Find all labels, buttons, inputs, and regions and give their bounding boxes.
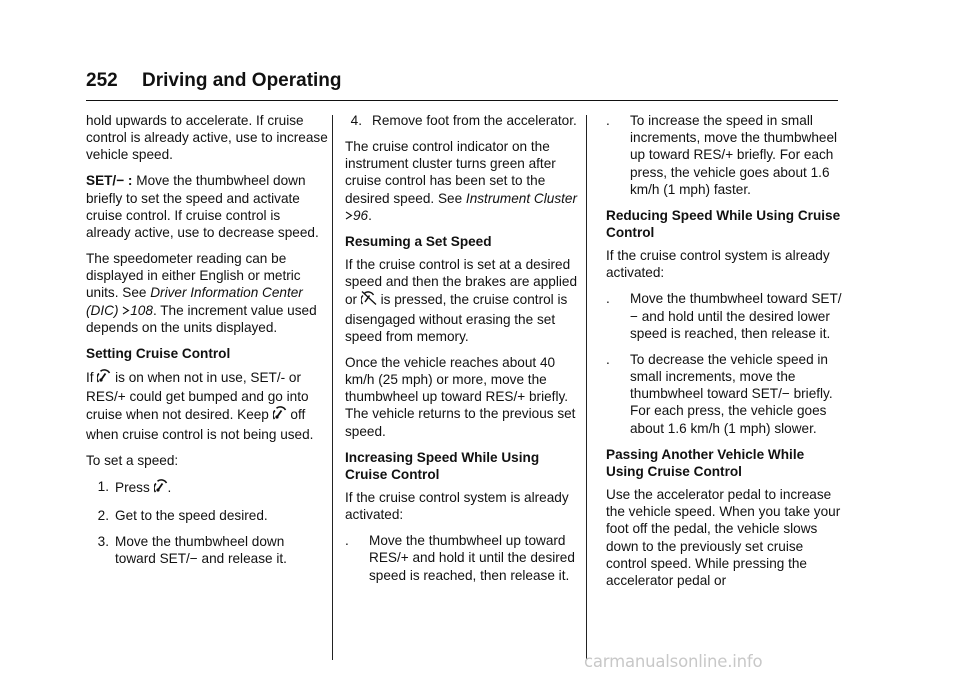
bullet-item-increase-small: . To increase the speed in small increments, move the thumbwheel up toward RES/+ briefly. For each press, the vehicle goes about 1.6 km/h (1 mph) faster. <box>606 113 838 197</box>
paragraph-reducing-intro: If the cruise control system is already activated: <box>606 248 830 281</box>
cruise-control-icon <box>154 478 168 498</box>
paragraph-resuming: If the cruise control is set at a desired speed and then the brakes are applied or is pressed, the cruise control is disengaged without erasing the set speed from memory. <box>345 257 578 344</box>
cruise-control-icon <box>97 368 111 388</box>
set-label: SET/− : <box>86 173 133 189</box>
paragraph-indicator: The cruise control indicator on the instrument cluster turns green after cruise control has been set to the desired speed. See Instrument Cluster 96. <box>345 139 577 223</box>
set-text: Move the thumbwheel down briefly to set the speed and activate cruise control. If cruise control is already active, use to decrease speed. <box>86 173 319 241</box>
page-header <box>86 70 838 96</box>
cruise-cancel-icon <box>361 290 377 310</box>
paragraph-to-set: To set a speed: <box>86 452 179 468</box>
paragraph-increasing-intro: If the cruise control system is already activated: <box>345 490 569 523</box>
list-item-step-3: 3. Move the thumbwheel down toward SET/− and release it. <box>97 533 287 566</box>
list-item-step-1: 1. Press . <box>86 478 328 498</box>
page-number: 252 <box>86 70 118 91</box>
paragraph-if-cruise: If is on when not in use, SET/- or RES/+ could get bumped and go into cruise when not desired. Keep off when cruise control is not being used. <box>86 370 314 442</box>
column-2 <box>345 112 581 593</box>
heading-reducing-speed: Reducing Speed While Using Cruise Control <box>606 207 841 241</box>
column-3 <box>606 112 842 598</box>
cruise-control-icon <box>273 405 287 425</box>
header-rule <box>86 100 838 101</box>
paragraph-set <box>86 172 328 241</box>
heading-increasing-speed: Increasing Speed While Using Cruise Control <box>345 449 540 482</box>
bullet-item-increase-hold: . Move the thumbwheel up toward RES/+ and hold it until the desired speed is reached, then release it. <box>345 533 575 583</box>
dic-page-ref[interactable]: 108 <box>130 302 153 318</box>
paragraph-speedometer: The speedometer reading can be displayed in either English or metric units. See Driver Information Center (DIC) 108. The increment value used depends on the units displayed. <box>86 251 317 335</box>
column-divider-2 <box>586 115 587 660</box>
instrument-cluster-link[interactable]: Instrument Cluster <box>465 190 577 206</box>
column-1 <box>86 112 328 576</box>
section-title: Driving and Operating <box>142 70 342 91</box>
heading-resuming-speed: Resuming a Set Speed <box>345 233 492 249</box>
bullet-item-reduce-hold: . Move the thumbwheel toward SET/− and hold until the desired lower speed is reached, then release it. <box>606 291 842 341</box>
instrument-cluster-page-ref[interactable]: 96 <box>353 207 369 223</box>
dic-link[interactable]: Driver Information Center (DIC) <box>86 285 303 318</box>
paragraph-once: Once the vehicle reaches about 40 km/h (25 mph) or more, move the thumbwheel up toward RES/+ briefly. The vehicle returns to the previous set speed. <box>345 354 576 439</box>
column-divider-1 <box>332 115 333 660</box>
paragraph-accelerate: hold upwards to accelerate. If cruise control is already active, use to increase vehicle speed. <box>86 113 328 163</box>
list-item-step-4: 4. Remove foot from the accelerator. <box>350 113 577 128</box>
heading-setting-cruise: Setting Cruise Control <box>86 345 231 361</box>
heading-passing-vehicle: Passing Another Vehicle While Using Cruise Control <box>606 446 805 479</box>
bullet-item-reduce-small: . To decrease the vehicle speed in small increments, move the thumbwheel toward SET/− briefly. For each press, the vehicle goes about 1.6 km/h (1 mph) slower. <box>606 351 833 436</box>
watermark: carmanualsonline.info <box>584 652 763 671</box>
page-reference-arrow-icon <box>345 207 353 224</box>
list-item-step-2: 2. Get to the speed desired. <box>97 507 268 523</box>
paragraph-passing: Use the accelerator pedal to increase the vehicle speed. When you take your foot off the pedal, the vehicle slows down to the previously set cruise control speed. While pressing the accelerator pedal or <box>606 487 841 589</box>
